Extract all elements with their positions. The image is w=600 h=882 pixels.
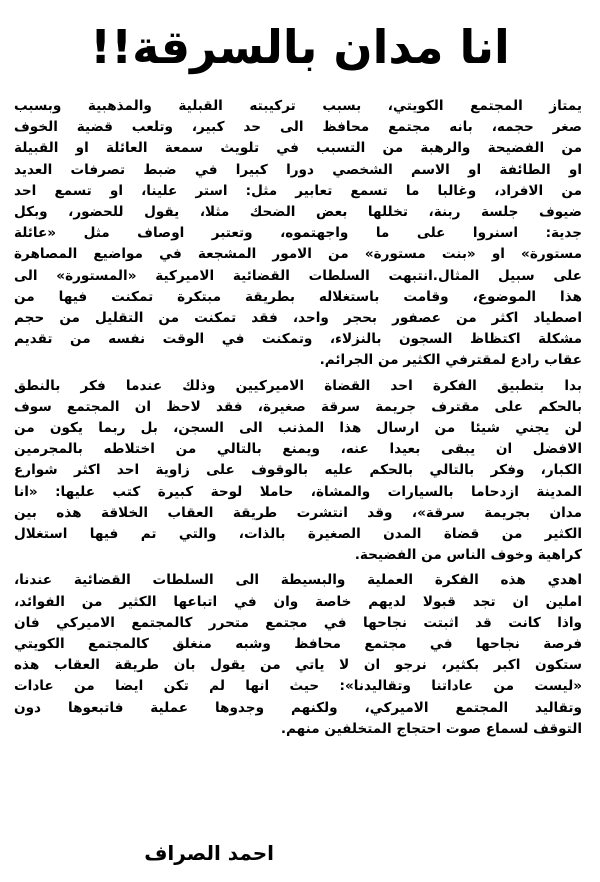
article-text-line: ستكون اكبر بكثير، نرجو ان لا ياتي من يقول بان طريقة العقاب هذه bbox=[14, 657, 582, 674]
article-text-line: عقاب رادع لمقترفي الكثير من الجرائم. bbox=[319, 352, 582, 369]
article-text-line: صغر حجمه، بانه مجتمع محافظ الى حد كبير، وتلعب قضية الخوف bbox=[14, 119, 582, 136]
article-text-line: بالحكم على مقترف جريمة سرقة صغيرة، فقد لاحظ ان المجتمع سوف bbox=[14, 398, 582, 415]
article-text-line: مدان بجريمة سرقة»، وقد انتشرت طريقة العقاب الخلاقة هذه بين bbox=[14, 504, 582, 521]
article-text-line: التوقف لسماع صوت احتجاج المتخلفين منهم. bbox=[280, 720, 582, 737]
article-text-line: «ليست من عاداتنا وتقاليدنا»: حيث انها لم تكن ايضا من عادات bbox=[14, 678, 582, 695]
article-text-line: الافضل ان يبقى بعيدا عنه، ويمنع بالتالي من اختلاطه بالمجرمين bbox=[14, 441, 582, 458]
article-text-line: الكثير من قضاة المدن الصغيرة بالذات، والتي تم فيها استغلال bbox=[14, 526, 582, 543]
article-paragraph bbox=[14, 570, 582, 740]
article-paragraph bbox=[14, 376, 582, 567]
article-text-line: على سبيل المثال.انتبهت السلطات القضائية الاميركية «المستورة» الى bbox=[14, 267, 582, 284]
article-text-line: او الطائفة او الاسم الشخصي دورا كبيرا في ضبط تصرفات العديد bbox=[14, 161, 582, 178]
article-text-line: يمتاز المجتمع الكويتي، بسبب تركيبته القبلية والمذهبية وبسبب bbox=[14, 98, 582, 114]
article-headline: انا مدان بالسرقة!! bbox=[90, 20, 510, 74]
article-text-line: المدينة ازدحاما بالسيارات والمشاة، حاملا لوحة كبيرة كتب عليها: «انا bbox=[14, 483, 582, 500]
article-body bbox=[14, 96, 582, 740]
article-text-line: وتقاليد المجتمع الاميركي، ولكنهم وجدوها عملية فاتبعوها دون bbox=[14, 699, 582, 716]
article-text-line: اهدي هذه الفكرة العملية والبسيطة الى السلطات القضائية عندنا، bbox=[14, 572, 582, 589]
article-text-line: واذا كانت قد اثبتت نجاحها في مجتمع متحرر كالمجتمع الاميركي فان bbox=[14, 614, 582, 631]
article-text-line: اصطياد اكثر من عصفور بحجر واحد، فقد تمكنت من التقليل من حجم bbox=[14, 310, 582, 327]
author-byline: احمد الصراف bbox=[144, 841, 274, 865]
article-text-line: هذا الموضوع، وقامت باستغلاله بطريقة مبتكرة تمكنت فيها من bbox=[14, 288, 582, 305]
article-text-line: من الفضيحة والرهبة من التسبب في تلويث سمعة العائلة او القبيلة bbox=[14, 140, 582, 157]
article-text-line: لن يجني شيئا من ارسال هذا المذنب الى السجن، بل ربما يكون من bbox=[14, 420, 582, 437]
article-text-line: فرصة نجاحها في مجتمع محافظ وشبه منغلق كالمجتمع الكويتي bbox=[14, 636, 582, 653]
article-text-line: من الافراد، وغالبا ما تسمع تعابير مثل: استر علينا، او تسمع احد bbox=[14, 182, 582, 199]
article-text-line: كراهية وخوف الناس من الفضيحة. bbox=[354, 547, 582, 564]
article-text-line: ضيوف جلسة ربنة، تخللها بعض الضحك مثلا، يقول للحضور، وبكل bbox=[14, 204, 582, 221]
article-text-line: املين ان تجد قبولا لديهم خاصة وان في اتباعها الكثير من الفوائد، bbox=[14, 593, 582, 610]
article-text-line: مشكلة اكتظاظ السجون بالنزلاء، وتمكنت في الوقت نفسه من تقديم bbox=[14, 331, 582, 348]
article-text-line: جدية: اسنروا على ما واجهتموه، وتعتبر اوصاف مثل «عائلة bbox=[14, 225, 582, 242]
article-paragraph bbox=[14, 96, 582, 372]
article-text-line: مستورة» او «بنت مستورة» من الامور المشجعة في مواضيع المصاهرة bbox=[14, 246, 582, 263]
article-text-line: الكبار، وفكر بالتالي بالحكم عليه بالوقوف على زاوية احد اكثر شوارع bbox=[14, 462, 582, 479]
article-text-line: بدا بتطبيق الفكرة احد القضاة الاميركيين وذلك عندما فكر بالنطق bbox=[14, 377, 582, 394]
